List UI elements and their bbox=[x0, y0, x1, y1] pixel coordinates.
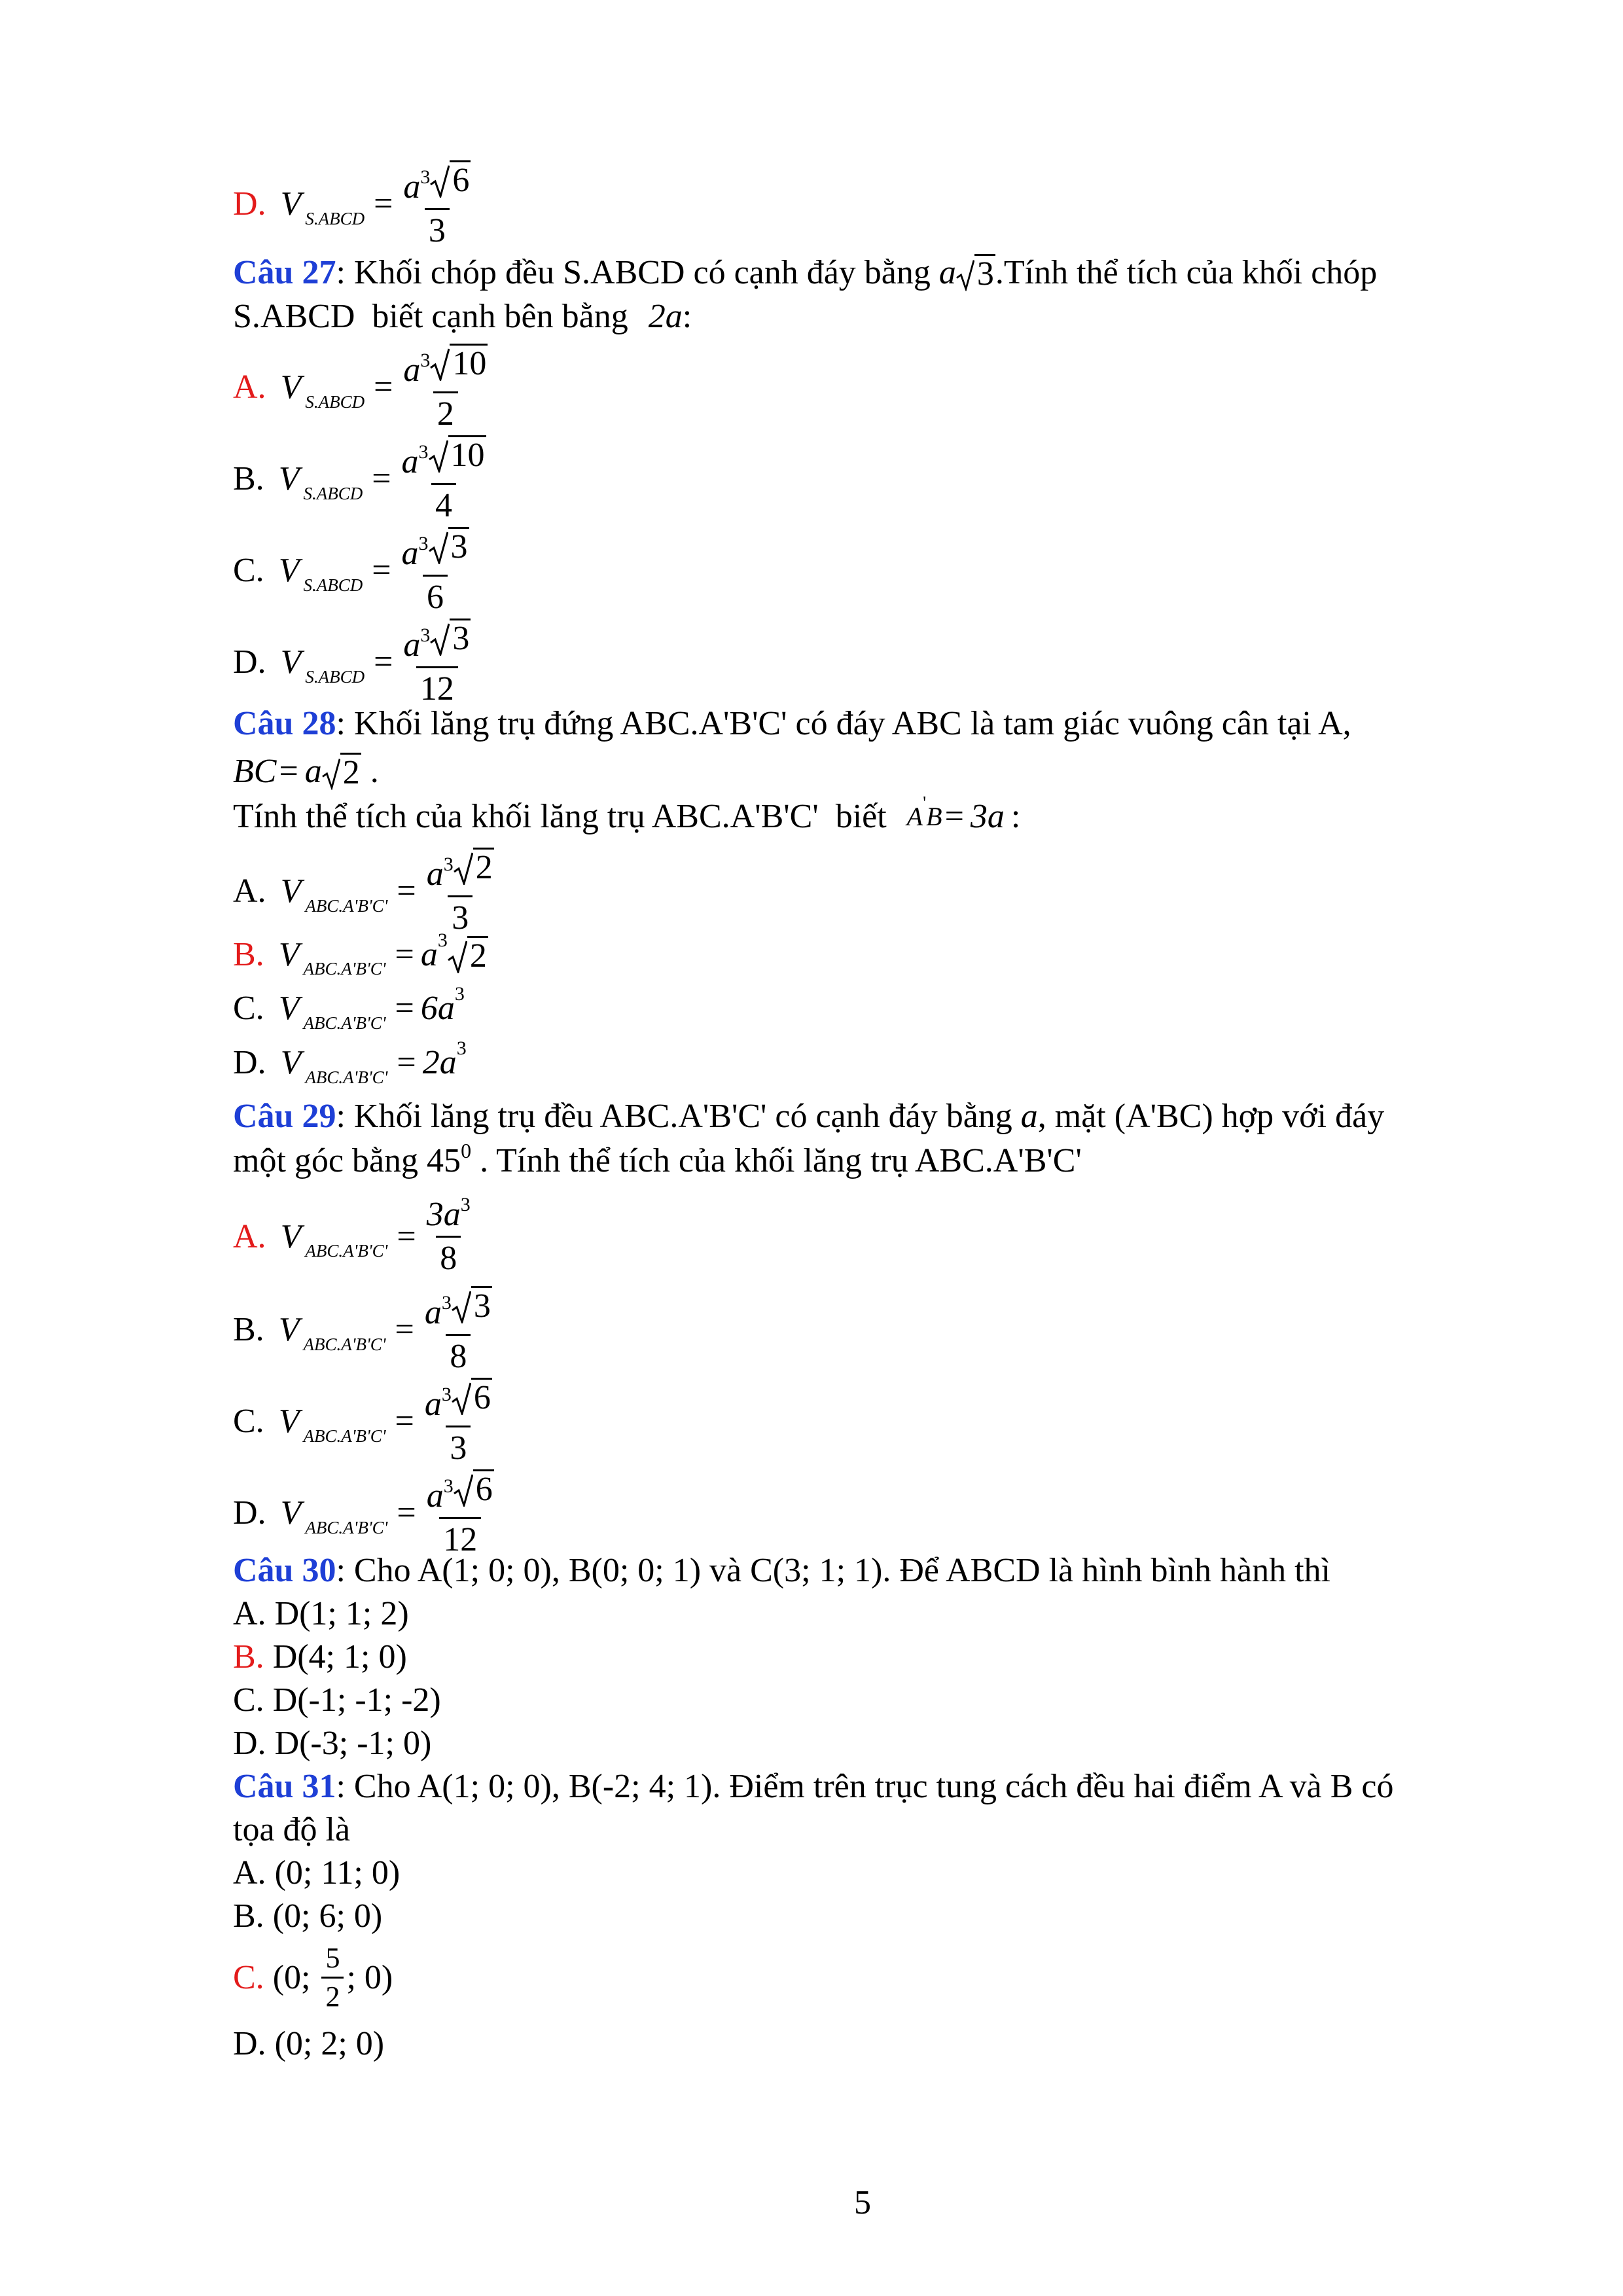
q30-option-a: A. D(1; 1; 2) bbox=[233, 1595, 409, 1632]
option-letter: A. bbox=[233, 872, 266, 910]
q31-option-a: A. (0; 11; 0) bbox=[233, 1854, 401, 1892]
q27-option-d: D. V S.ABCD = $a^3$ 3 12 bbox=[233, 620, 470, 708]
option-letter: C. bbox=[233, 1958, 264, 1996]
q30-option-c: C. D(-1; -1; -2) bbox=[233, 1681, 441, 1719]
option-letter: A. bbox=[233, 368, 266, 406]
q27-option-a: A. V S.ABCD = $a^3$ 10 2 bbox=[233, 345, 487, 433]
question-label: Câu 30 bbox=[233, 1552, 336, 1589]
q27-stem-line1: Câu 27 : Khối chóp đều S.ABCD có cạnh đáy bằng a 3 .Tính thể tích của khối chóp bbox=[233, 253, 1378, 293]
option-letter: A. bbox=[233, 1854, 266, 1892]
q26-option-d: D. V S.ABCD = $a^3$ 6 3 bbox=[233, 160, 474, 248]
page-number: 5 bbox=[854, 2184, 871, 2221]
question-label: Câu 31 bbox=[233, 1768, 336, 1805]
q29-option-c: C. V ABC.A'B'C' = $a^3$ 6 3 bbox=[233, 1379, 491, 1467]
option-letter: D. bbox=[233, 2025, 266, 2062]
q30-option-d: D. D(-3; -1; 0) bbox=[233, 1725, 432, 1762]
q30-stem: Câu 30: Cho A(1; 0; 0), B(0; 0; 1) và C(3; 1; 1). Để ABCD là hình bình hành thì bbox=[233, 1552, 1330, 1589]
option-letter: B. bbox=[233, 1897, 264, 1935]
q28-stem-line1: Câu 28 : Khối lăng trụ đứng ABC.A'B'C' có đáy ABC là tam giác vuông cân tại A, bbox=[233, 705, 1351, 742]
q27-option-b: B. V S.ABCD = $a^3$ 10 4 bbox=[233, 437, 485, 524]
option-letter: B. bbox=[233, 460, 264, 497]
q28-option-a: A. V ABC.A'B'C' = $a^3$ 2 3 bbox=[233, 849, 493, 937]
volume-fraction: $a^3$ 6 3 bbox=[403, 162, 470, 249]
q31-stem-line2: tọa độ là bbox=[233, 1811, 351, 1848]
q28-stem-line2: BC = a 2 . bbox=[233, 752, 379, 791]
option-letter: A. bbox=[233, 1595, 266, 1632]
q29-stem-line1: Câu 29 : Khối lăng trụ đều ABC.A'B'C' có cạnh đáy bằng a , mặt (A'BC) hợp với đáy bbox=[233, 1098, 1385, 1135]
q31-stem-line1: Câu 31: Cho A(1; 0; 0), B(-2; 4; 1). Điểm trên trục tung cách đều hai điểm A và B có bbox=[233, 1768, 1394, 1805]
q29-option-d: D. V ABC.A'B'C' = $a^3$ 6 12 bbox=[233, 1471, 493, 1558]
question-label: Câu 29 bbox=[233, 1098, 336, 1135]
option-letter: C. bbox=[233, 1681, 264, 1719]
option-letter: B. bbox=[233, 1311, 264, 1348]
option-letter: D. bbox=[233, 1494, 266, 1532]
option-letter: D. bbox=[233, 643, 266, 681]
option-letter: C. bbox=[233, 552, 264, 589]
option-letter: D. bbox=[233, 1044, 266, 1081]
option-letter: C. bbox=[233, 990, 264, 1027]
q31-option-d: D. (0; 2; 0) bbox=[233, 2025, 385, 2062]
q30-option-b: B. D(4; 1; 0) bbox=[233, 1638, 407, 1676]
q31-option-b: B. (0; 6; 0) bbox=[233, 1897, 383, 1935]
q31-option-c: C. (0; $\frac{5}{2}$ ; 0) bbox=[233, 1942, 393, 2013]
q29-option-a: A. V ABC.A'B'C' = $\frac{3a^3}{8}$ bbox=[233, 1194, 471, 1277]
question-label: Câu 27 bbox=[233, 253, 336, 291]
option-letter: A. bbox=[233, 1217, 266, 1255]
option-letter: D. bbox=[233, 1725, 266, 1762]
q28-option-b: B. V ABC.A'B'C' = a 3 2 bbox=[233, 929, 487, 978]
option-letter: D. bbox=[233, 185, 266, 223]
q28-option-c: C. V ABC.A'B'C' = 6a 3 bbox=[233, 983, 465, 1033]
q28-stem-line3: Tính thể tích của khối lăng trụ ABC.A'B'C' biết A ' B = 3a : bbox=[233, 793, 1021, 835]
q27-stem-line2: S.ABCD biết cạnh bên bằng 2a : bbox=[233, 298, 692, 335]
option-letter: B. bbox=[233, 935, 264, 973]
q29-stem-line2: một góc bằng 45 0 . Tính thể tích của khối lăng trụ ABC.A'B'C' bbox=[233, 1139, 1082, 1179]
question-label: Câu 28 bbox=[233, 705, 336, 742]
option-letter: B. bbox=[233, 1638, 264, 1676]
q28-option-d: D. V ABC.A'B'C' = 2a 3 bbox=[233, 1037, 467, 1087]
q29-option-b: B. V ABC.A'B'C' = $a^3$ 3 8 bbox=[233, 1287, 491, 1375]
option-letter: C. bbox=[233, 1403, 264, 1440]
q27-option-c: C. V S.ABCD = $a^3$ 3 6 bbox=[233, 528, 468, 616]
